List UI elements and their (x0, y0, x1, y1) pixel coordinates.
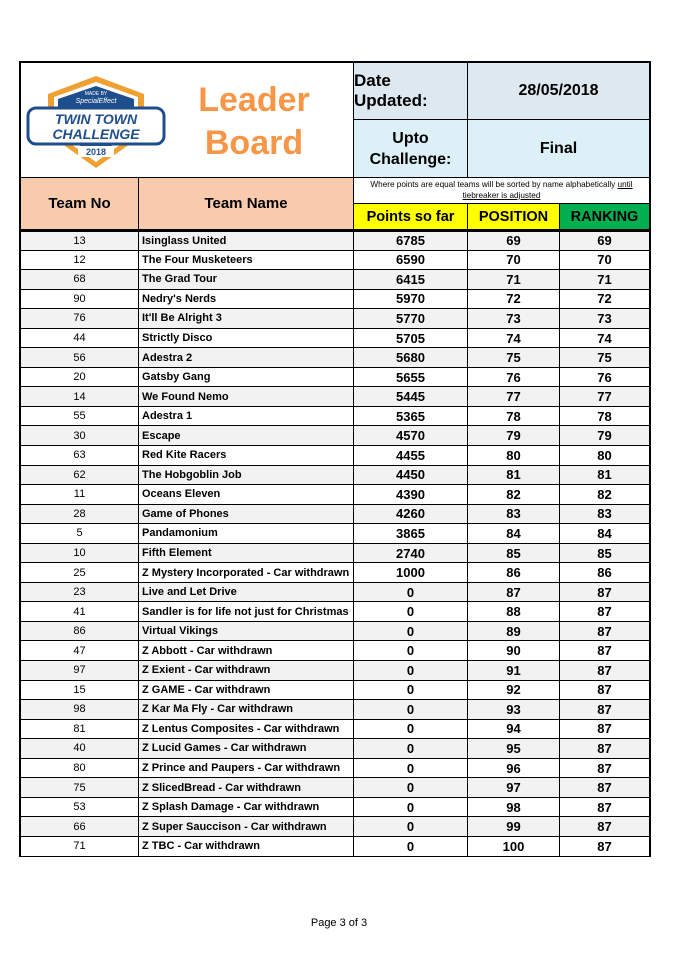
team-number-cell: 23 (19, 582, 139, 603)
position-cell: 98 (467, 797, 560, 818)
logo-title-cell (19, 61, 354, 178)
position-cell: 80 (467, 445, 560, 466)
position-cell: 73 (467, 308, 560, 329)
team-name-cell: Nedry's Nerds (138, 289, 354, 310)
position-cell: 96 (467, 758, 560, 779)
team-name-cell: Gatsby Gang (138, 367, 354, 388)
table-row (19, 484, 651, 504)
table-row (19, 347, 651, 367)
points-cell: 6590 (353, 250, 468, 271)
column-header-points: Points so far (353, 203, 468, 230)
position-cell: 84 (467, 523, 560, 544)
team-number-cell: 5 (19, 523, 139, 544)
team-name-cell: Game of Phones (138, 504, 354, 525)
table-row (19, 465, 651, 485)
team-number-cell: 13 (19, 230, 139, 251)
team-number-cell: 68 (19, 269, 139, 290)
team-name-cell: The Four Musketeers (138, 250, 354, 271)
ranking-cell: 76 (559, 367, 651, 388)
team-name-cell: Z Splash Damage - Car withdrawn (138, 797, 354, 818)
ranking-cell: 71 (559, 269, 651, 290)
team-number-cell: 20 (19, 367, 139, 388)
position-cell: 75 (467, 347, 560, 368)
team-name-cell: Virtual Vikings (138, 621, 354, 642)
ranking-cell: 87 (559, 640, 651, 661)
table-row (19, 250, 651, 270)
twin-town-challenge-logo (26, 72, 166, 172)
team-name-cell: The Grad Tour (138, 269, 354, 290)
ranking-cell: 81 (559, 465, 651, 486)
team-name-cell: Fifth Element (138, 543, 354, 564)
sorting-note-underlined: until tiebreaker is adjusted (462, 180, 633, 200)
position-cell: 99 (467, 816, 560, 837)
table-row (19, 797, 651, 817)
table-row (19, 836, 651, 856)
logo-line2: CHALLENGE (52, 126, 140, 142)
sorting-note (353, 177, 651, 204)
team-name-cell: Z Kar Ma Fly - Car withdrawn (138, 699, 354, 720)
points-cell: 0 (353, 621, 468, 642)
title-line1: Leader (198, 81, 310, 119)
team-number-cell: 41 (19, 601, 139, 622)
table-row (19, 386, 651, 406)
team-name-cell: Z Abbott - Car withdrawn (138, 640, 354, 661)
team-name-cell: Escape (138, 425, 354, 446)
logo-brand: SpecialEffect (75, 98, 117, 105)
points-cell: 0 (353, 601, 468, 622)
team-number-cell: 76 (19, 308, 139, 329)
points-cell: 4260 (353, 504, 468, 525)
table-row (19, 308, 651, 328)
points-cell: 0 (353, 797, 468, 818)
points-cell: 5655 (353, 367, 468, 388)
points-cell: 1000 (353, 562, 468, 583)
team-number-cell: 90 (19, 289, 139, 310)
table-row (19, 582, 651, 602)
team-number-cell: 40 (19, 738, 139, 759)
position-cell: 91 (467, 660, 560, 681)
position-cell: 74 (467, 328, 560, 349)
ranking-cell: 87 (559, 680, 651, 701)
team-number-cell: 15 (19, 680, 139, 701)
ranking-cell: 79 (559, 425, 651, 446)
points-cell: 6415 (353, 269, 468, 290)
points-cell: 4450 (353, 465, 468, 486)
team-name-cell: We Found Nemo (138, 386, 354, 407)
points-cell: 3865 (353, 523, 468, 544)
team-name-cell: Z Lucid Games - Car withdrawn (138, 738, 354, 759)
points-cell: 0 (353, 582, 468, 603)
position-cell: 82 (467, 484, 560, 505)
team-number-cell: 44 (19, 328, 139, 349)
ranking-cell: 87 (559, 660, 651, 681)
upto-label-line1: Upto (392, 129, 429, 147)
upto-challenge-value: Final (467, 119, 651, 178)
table-row (19, 523, 651, 543)
team-name-cell: Oceans Eleven (138, 484, 354, 505)
team-number-cell: 55 (19, 406, 139, 427)
ranking-cell: 87 (559, 699, 651, 720)
table-row (19, 680, 651, 700)
team-name-cell: Z Prince and Paupers - Car withdrawn (138, 758, 354, 779)
team-number-cell: 81 (19, 719, 139, 740)
upto-challenge-label (353, 119, 468, 178)
position-cell: 70 (467, 250, 560, 271)
position-cell: 76 (467, 367, 560, 388)
page-title (179, 79, 329, 165)
points-cell: 5680 (353, 347, 468, 368)
position-cell: 88 (467, 601, 560, 622)
ranking-cell: 77 (559, 386, 651, 407)
points-cell: 4390 (353, 484, 468, 505)
ranking-cell: 87 (559, 758, 651, 779)
team-number-cell: 30 (19, 425, 139, 446)
title-line2: Board (204, 124, 304, 162)
team-number-cell: 14 (19, 386, 139, 407)
team-name-cell: Strictly Disco (138, 328, 354, 349)
points-cell: 5970 (353, 289, 468, 310)
ranking-cell: 82 (559, 484, 651, 505)
team-name-cell: Red Kite Racers (138, 445, 354, 466)
points-cell: 5445 (353, 386, 468, 407)
position-cell: 89 (467, 621, 560, 642)
team-number-cell: 97 (19, 660, 139, 681)
team-number-cell: 66 (19, 816, 139, 837)
ranking-cell: 87 (559, 719, 651, 740)
team-number-cell: 86 (19, 621, 139, 642)
points-cell: 0 (353, 816, 468, 837)
ranking-cell: 73 (559, 308, 651, 329)
team-name-cell: Isinglass United (138, 230, 354, 251)
team-name-cell: Z SlicedBread - Car withdrawn (138, 777, 354, 798)
team-name-cell: Live and Let Drive (138, 582, 354, 603)
team-name-cell: It'll Be Alright 3 (138, 308, 354, 329)
table-row (19, 289, 651, 309)
leaderboard-header (19, 61, 651, 230)
points-cell: 0 (353, 738, 468, 759)
team-name-cell: Z Lentus Composites - Car withdrawn (138, 719, 354, 740)
team-name-cell: Z Exient - Car withdrawn (138, 660, 354, 681)
table-row (19, 328, 651, 348)
points-cell: 5365 (353, 406, 468, 427)
ranking-cell: 87 (559, 738, 651, 759)
points-cell: 0 (353, 758, 468, 779)
position-cell: 95 (467, 738, 560, 759)
table-row (19, 543, 651, 563)
table-row (19, 777, 651, 797)
position-cell: 94 (467, 719, 560, 740)
points-cell: 0 (353, 719, 468, 740)
sorting-note-text: Where points are equal teams will be sorted by name alphabetically (370, 180, 616, 189)
position-cell: 81 (467, 465, 560, 486)
team-number-cell: 47 (19, 640, 139, 661)
team-number-cell: 75 (19, 777, 139, 798)
table-row (19, 445, 651, 465)
column-header-team-name: Team Name (138, 177, 354, 230)
team-number-cell: 12 (19, 250, 139, 271)
position-cell: 87 (467, 582, 560, 603)
team-name-cell: Z Mystery Incorporated - Car withdrawn (138, 562, 354, 583)
position-cell: 92 (467, 680, 560, 701)
team-number-cell: 98 (19, 699, 139, 720)
ranking-cell: 85 (559, 543, 651, 564)
points-cell: 0 (353, 660, 468, 681)
column-header-position: POSITION (467, 203, 560, 230)
points-cell: 4570 (353, 425, 468, 446)
points-cell: 2740 (353, 543, 468, 564)
team-name-cell: Sandler is for life not just for Christmas (138, 601, 354, 622)
points-cell: 0 (353, 836, 468, 857)
points-cell: 5770 (353, 308, 468, 329)
position-cell: 90 (467, 640, 560, 661)
table-row (19, 719, 651, 739)
team-number-cell: 62 (19, 465, 139, 486)
leaderboard-table-body (19, 230, 651, 856)
date-updated-label: Date Updated: (353, 61, 468, 120)
points-cell: 5705 (353, 328, 468, 349)
ranking-cell: 86 (559, 562, 651, 583)
ranking-cell: 75 (559, 347, 651, 368)
position-cell: 72 (467, 289, 560, 310)
position-cell: 93 (467, 699, 560, 720)
table-row (19, 230, 651, 250)
points-cell: 0 (353, 699, 468, 720)
logo-line1: TWIN TOWN (54, 111, 138, 127)
ranking-cell: 84 (559, 523, 651, 544)
upto-label-line2: Challenge: (369, 150, 452, 168)
points-cell: 6785 (353, 230, 468, 251)
position-cell: 83 (467, 504, 560, 525)
table-row (19, 738, 651, 758)
team-name-cell: Pandamonium (138, 523, 354, 544)
logo-made-by: MADE BY (84, 91, 108, 97)
table-row (19, 660, 651, 680)
ranking-cell: 70 (559, 250, 651, 271)
team-number-cell: 10 (19, 543, 139, 564)
position-cell: 77 (467, 386, 560, 407)
position-cell: 85 (467, 543, 560, 564)
points-cell: 4455 (353, 445, 468, 466)
team-number-cell: 25 (19, 562, 139, 583)
ranking-cell: 87 (559, 621, 651, 642)
ranking-cell: 87 (559, 601, 651, 622)
ranking-cell: 87 (559, 777, 651, 798)
team-number-cell: 11 (19, 484, 139, 505)
column-header-ranking: RANKING (559, 203, 651, 230)
column-header-team-no: Team No (19, 177, 139, 230)
logo-year: 2018 (85, 147, 107, 157)
position-cell: 97 (467, 777, 560, 798)
position-cell: 78 (467, 406, 560, 427)
points-cell: 0 (353, 777, 468, 798)
team-name-cell: Z Super Sauccison - Car withdrawn (138, 816, 354, 837)
table-row (19, 269, 651, 289)
table-row (19, 504, 651, 524)
ranking-cell: 72 (559, 289, 651, 310)
team-name-cell: The Hobgoblin Job (138, 465, 354, 486)
table-row (19, 367, 651, 387)
team-number-cell: 28 (19, 504, 139, 525)
team-number-cell: 71 (19, 836, 139, 857)
team-name-cell: Adestra 2 (138, 347, 354, 368)
ranking-cell: 87 (559, 836, 651, 857)
table-row (19, 640, 651, 660)
table-row (19, 621, 651, 641)
position-cell: 86 (467, 562, 560, 583)
date-updated-value: 28/05/2018 (467, 61, 651, 120)
ranking-cell: 83 (559, 504, 651, 525)
team-number-cell: 63 (19, 445, 139, 466)
points-cell: 0 (353, 680, 468, 701)
ranking-cell: 80 (559, 445, 651, 466)
points-cell: 0 (353, 640, 468, 661)
team-name-cell: Z GAME - Car withdrawn (138, 680, 354, 701)
position-cell: 71 (467, 269, 560, 290)
ranking-cell: 74 (559, 328, 651, 349)
position-cell: 100 (467, 836, 560, 857)
ranking-cell: 87 (559, 816, 651, 837)
team-name-cell: Z TBC - Car withdrawn (138, 836, 354, 857)
team-number-cell: 56 (19, 347, 139, 368)
team-number-cell: 53 (19, 797, 139, 818)
team-number-cell: 80 (19, 758, 139, 779)
table-row (19, 601, 651, 621)
table-row (19, 758, 651, 778)
ranking-cell: 87 (559, 582, 651, 603)
page-number: Page 3 of 3 (310, 917, 368, 929)
ranking-cell: 78 (559, 406, 651, 427)
table-row (19, 425, 651, 445)
table-row (19, 816, 651, 836)
position-cell: 69 (467, 230, 560, 251)
table-row (19, 699, 651, 719)
ranking-cell: 69 (559, 230, 651, 251)
table-row (19, 406, 651, 426)
team-name-cell: Adestra 1 (138, 406, 354, 427)
table-row (19, 562, 651, 582)
position-cell: 79 (467, 425, 560, 446)
ranking-cell: 87 (559, 797, 651, 818)
